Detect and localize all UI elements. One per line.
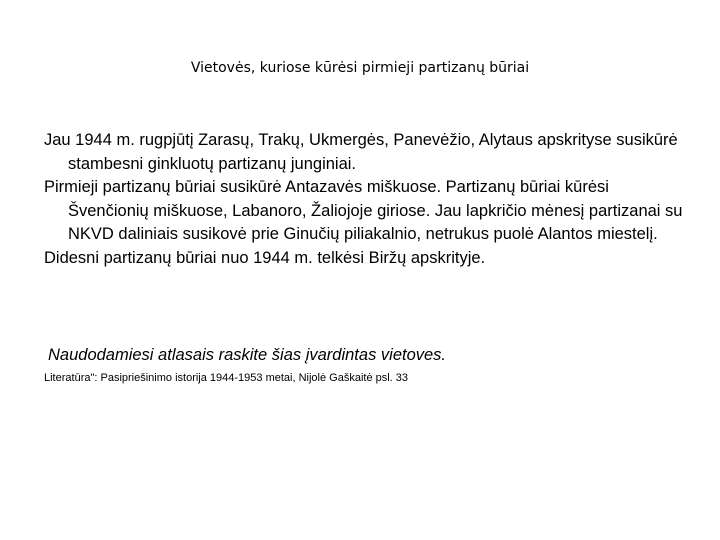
task-instruction: Naudodamiesi atlasais raskite šias įvardintas vietoves. (48, 346, 447, 364)
paragraph-first-units: Jau 1944 m. rugpjūtį Zarasų, Trakų, Ukmergės, Panevėžio, Alytaus apskrityse susikūrė stambesni ginkluotų partizanų junginiai. (44, 131, 678, 173)
literature-reference: Literatūra": Pasipriešinimo istorija 1944-1953 metai, Nijolė Gaškaitė psl. 33 (44, 372, 409, 384)
slide-title: Vietovės, kuriose kūrėsi pirmieji partizanų būriai (190, 60, 530, 76)
paragraph-birzai-squads: Didesni partizanų būriai nuo 1944 m. telkėsi Biržų apskrityje. (44, 248, 486, 267)
paragraph-first-squads: Pirmieji partizanų būriai susikūrė Antazavės miškuose. Partizanų būriai kūrėsi Švenčionių miškuose, Labanoro, Žaliojoje giriose. Jau lapkričio mėnesį partizanai su NKVD daliniais susikovė prie Ginučių piliakalnio, netrukus puolė Alantos miestelį. (44, 178, 683, 243)
body-text (44, 129, 684, 270)
